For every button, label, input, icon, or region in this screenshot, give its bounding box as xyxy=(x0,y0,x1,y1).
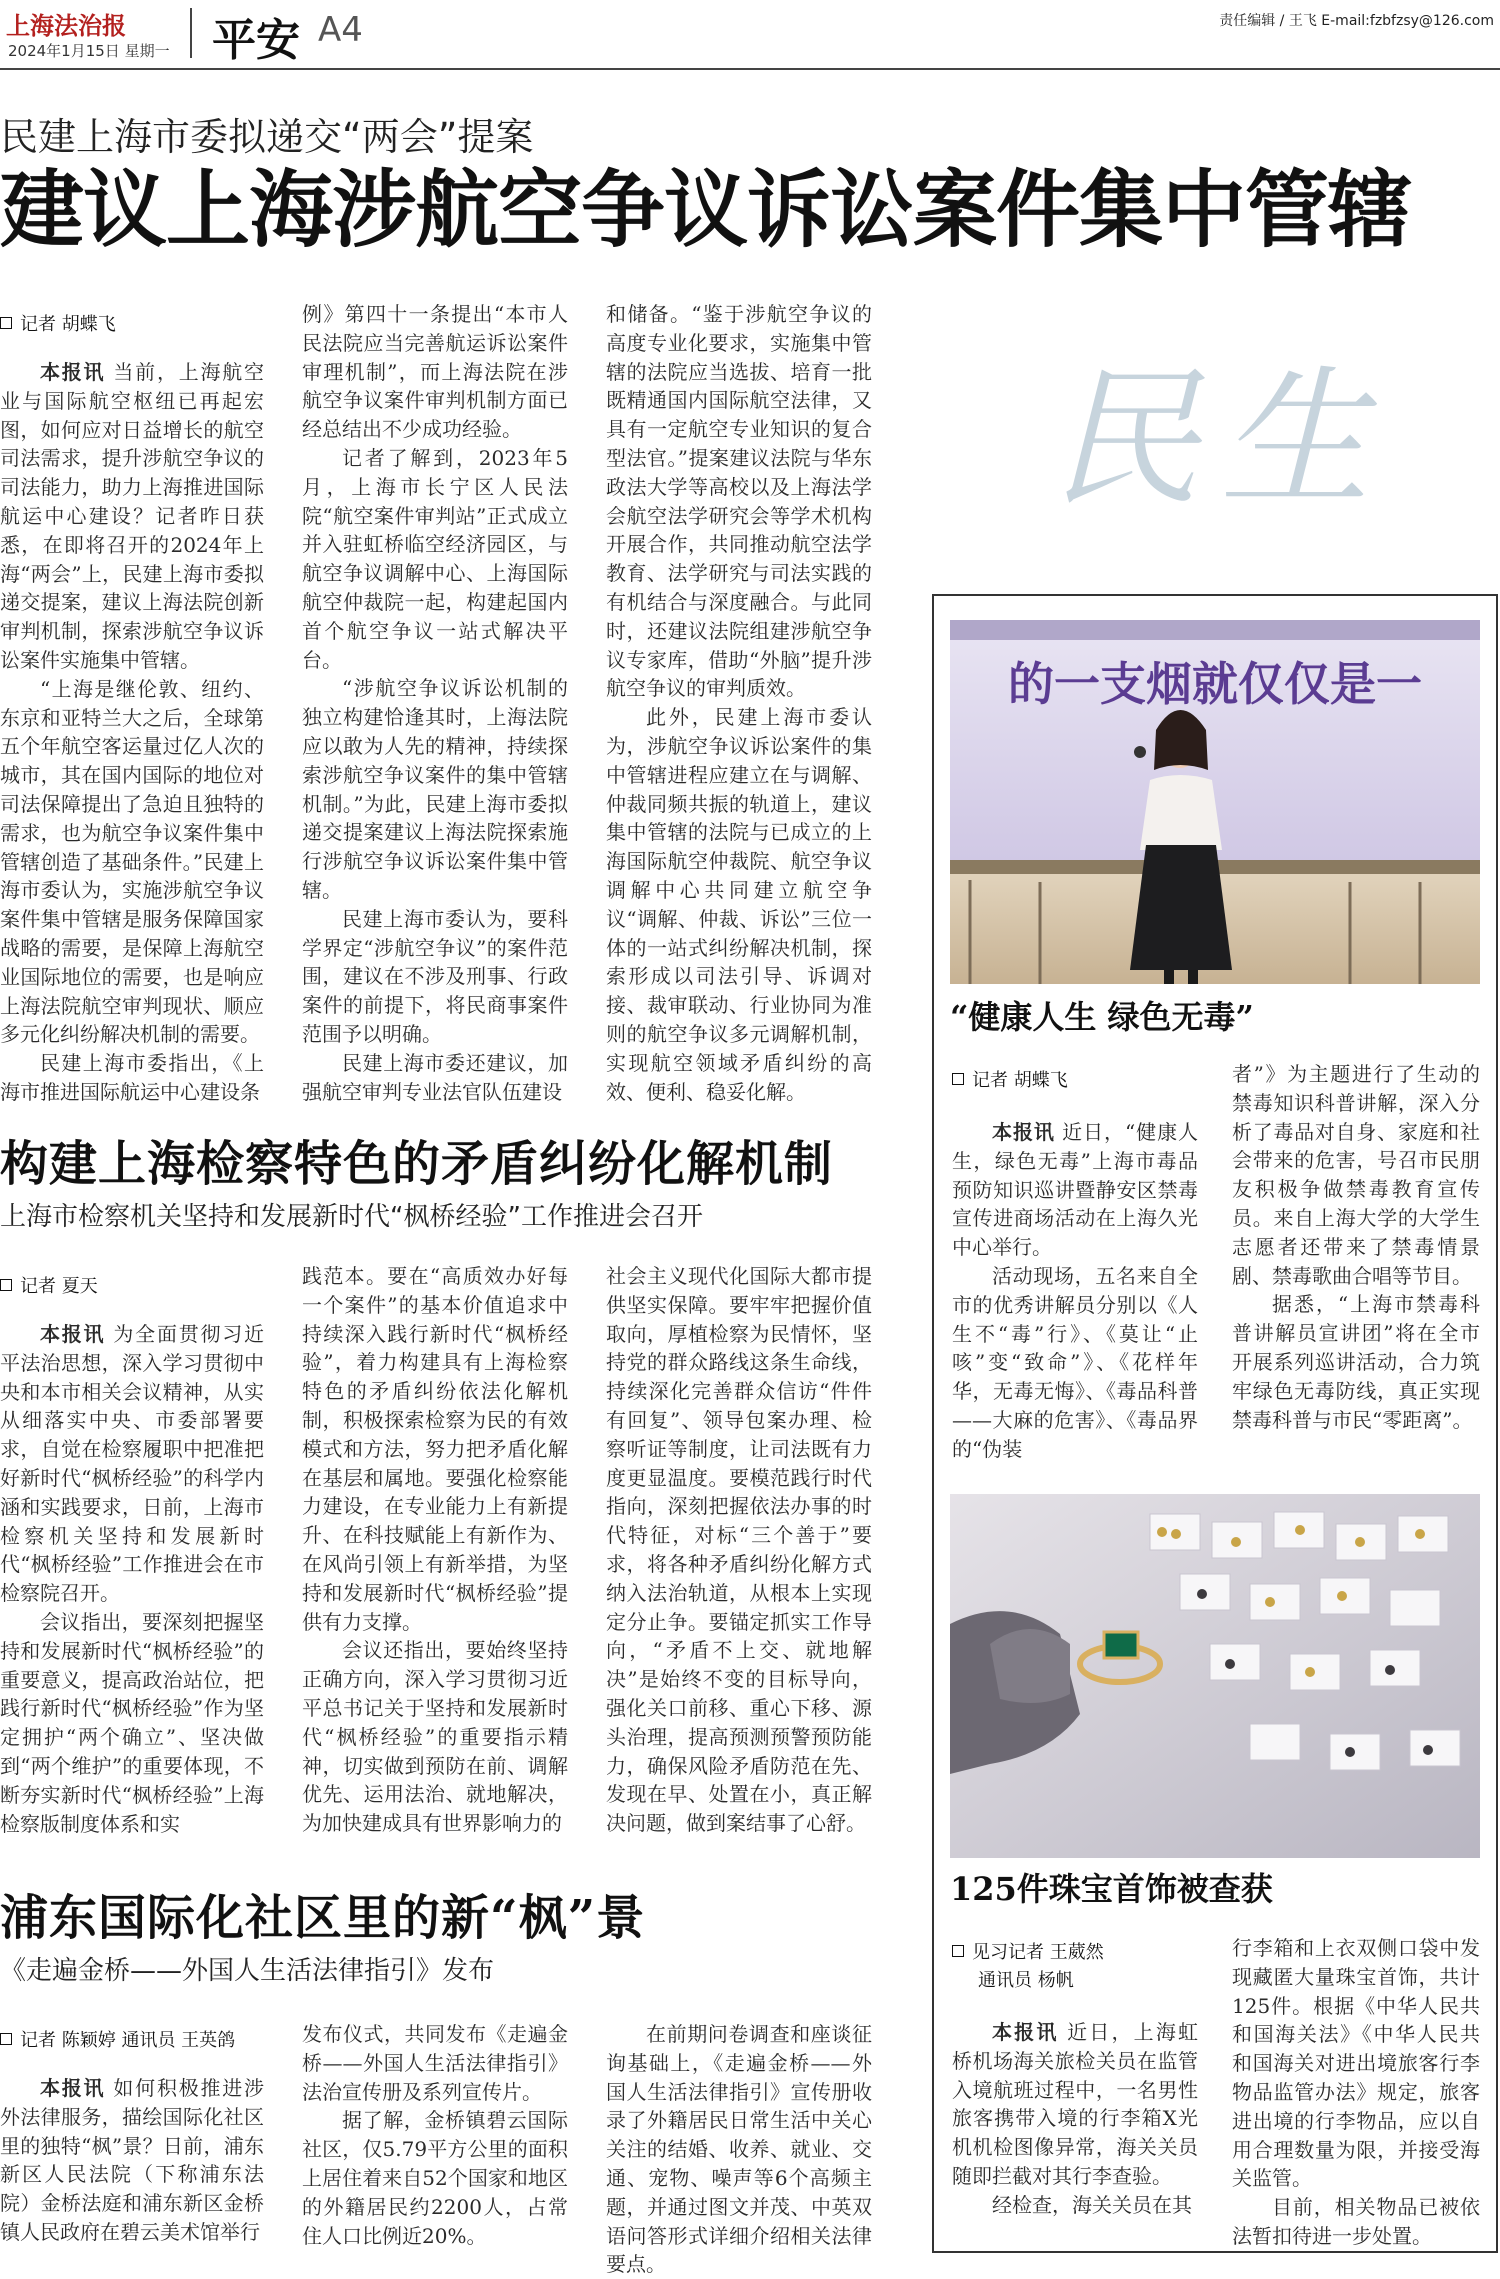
article2-column-1: 本报讯 为全面贯彻习近平法治思想，深入学习贯彻中央和本市相关会议精神，从实从细落实中央、市委部署要求，自觉在检察履职中把准把好新时代“枫桥经验”的科学内涵和实践要求，日前，上海市检察机关坚持和发展新时代“枫桥经验”工作推进会在市检察院召开。 会议指出，要深刻把握坚持和发展新时代“枫桥经验”的重要意义，提高政治站位，把践行新时代“枫桥经验”作为坚定拥护“两个确立”、坚决做到“两个维护”的重要体现，不断夯实新时代“枫桥经验”上海检察版制度体系和实 xyxy=(0,1322,265,1836)
editor-credit: 责任编辑 / 王飞 E-mail:fzbfzsy@126.com xyxy=(1219,13,1494,29)
section-title: 平安 xyxy=(212,15,300,66)
article2-byline: 记者 夏天 xyxy=(0,1272,98,1298)
section-watermark: 民生 xyxy=(1050,353,1391,527)
jewelry-scene-illustration xyxy=(950,1494,1480,1858)
seized-jewelry-photo xyxy=(950,1494,1480,1858)
article2-headline: 构建上海检察特色的矛盾纠纷化解机制 xyxy=(0,1136,834,1192)
byline-square-icon xyxy=(952,1073,964,1085)
article1-byline: 记者 胡蝶飞 xyxy=(0,310,116,336)
stage-banner-text: 的一支烟就仅仅是一 xyxy=(1008,657,1422,711)
newspaper-logo: 上海法治报 xyxy=(6,11,126,40)
story1-column-1: 本报讯 近日，“健康人生，绿色无毒”上海市毒品预防知识巡讲暨静安区禁毒宣传进商场活动在上海久光中心举行。 活动现场，五名来自全市的优秀讲解员分别以《人生不“毒”行》、《莫让“止咳”变“致命”》、《花样年华，无毒无悔》、《毒品科普——大麻的危害》、《毒品界的“伪装 xyxy=(952,1120,1199,1461)
article3-subhead: 《走遍金桥——外国人生活法律指引》发布 xyxy=(0,1956,495,1986)
page-number: A4 xyxy=(318,10,363,50)
masthead-rule xyxy=(0,68,1500,70)
article3-byline: 记者 陈颖婷 通讯员 王英鸽 xyxy=(0,2026,235,2052)
story1-caption: “健康人生 绿色无毒” xyxy=(950,998,1254,1036)
story1-byline: 记者 胡蝶飞 xyxy=(952,1066,1068,1092)
article2-column-3: 社会主义现代化国际大都市提供坚实保障。要牢牢把握价值取向，厚植检察为民情怀，坚持党的群众路线这条生命线，持续深化完善群众信访“件件有回复”、领导包案办理、检察听证等制度，让司法既有力度更显温度。要模范践行时代指向，深刻把握依法办事的时代特征，对标“三个善于”要求，将各种矛盾纠纷化解方式纳入法治轨道，从根本上实现定分止争。要锚定抓实工作导向，“矛盾不上交、就地解决”是始终不变的目标导向，强化关口前移、重心下移、源头治理，提高预测预警预防能力，确保风险矛盾防范在先、发现在早、处置在小，真正解决问题，做到案结事了心舒。 xyxy=(606,1264,872,1836)
article1-column-2: 例》第四十一条提出“本市人民法院应当完善航运诉讼案件审理机制”，而上海法院在涉航空争议案件审判机制方面已经总结出不少成功经验。 记者了解到，2023年5月，上海市长宁区人民法院“航空案件审判站”正式成立并入驻虹桥临空经济园区，与航空争议调解中心、上海国际航空仲裁院一起，构建起国内首个航空争议一站式解决平台。 “涉航空争议诉讼机制的独立构建恰逢其时，上海法院应以敢为人先的精神，持续探索涉航空争议案件的集中管辖机制。”为此，民建上海市委拟递交提案建议上海法院探索施行涉航空争议诉讼案件集中管辖。 民建上海市委认为，要科学界定“涉航空争议”的案件范围，建议在不涉及刑事、行政案件的前提下，将民商事案件范围予以明确。 民建上海市委还建议，加强航空审判专业法官队伍建设 xyxy=(302,302,568,1104)
lead-tag: 本报讯 xyxy=(40,2076,106,2100)
anti-drug-event-photo xyxy=(950,620,1480,984)
lead-tag: 本报讯 xyxy=(992,2020,1059,2044)
lead-tag: 本报讯 xyxy=(40,1322,106,1346)
byline-square-icon xyxy=(0,2033,12,2045)
story2-column-2: 行李箱和上衣双侧口袋中发现藏匿大量珠宝首饰，共计125件。根据《中华人民共和国海关法》《中华人民共和国海关对进出境旅客行李物品监管办法》规定，旅客进出境的行李物品，应以自用合理数量为限，并接受海关监管。 目前，相关物品已被依法暂扣待进一步处置。 xyxy=(1232,1936,1480,2248)
byline-square-icon xyxy=(0,317,12,329)
story2-column-1: 本报讯 近日，上海虹桥机场海关旅检关员在监管入境航班过程中，一名男性旅客携带入境的行李箱X光机机检图像异常，海关关员随即拦截对其行李查验。 经检查，海关关员在其 xyxy=(952,2020,1199,2217)
story2-byline-reporter: 见习记者 王葳然 xyxy=(952,1938,1104,1964)
article3-column-3: 在前期问卷调查和座谈征询基础上，《走遍金桥——外国人生活法律指引》宣传册收录了外籍居民日常生活中关心关注的结婚、收养、就业、交通、宠物、噪声等6个高频主题，并通过图文并茂、中英双语问答形式详细介绍相关法律要点。 xyxy=(606,2022,872,2277)
story2-byline-correspondent: 通讯员 杨帆 xyxy=(978,1970,1074,1991)
article2-subhead: 上海市检察机关坚持和发展新时代“枫桥经验”工作推进会召开 xyxy=(0,1202,703,1232)
article2-column-2: 践范本。要在“高质效办好每一个案件”的基本价值追求中持续深入践行新时代“枫桥经验”，着力构建具有上海检察特色的矛盾纠纷依法化解机制，积极探索检察为民的有效模式和方法，努力把矛盾化解在基层和属地。要强化检察能力建设，在专业能力上有新提升、在科技赋能上有新作为、在风尚引领上有新举措，为坚持和发展新时代“枫桥经验”提供有力支撑。 会议还指出，要始终坚持正确方向，深入学习贯彻习近平总书记关于坚持和发展新时代“枫桥经验”的重要指示精神，切实做到预防在前、调解优先、运用法治、就地解决，为加快建成具有世界影响力的 xyxy=(302,1264,568,1836)
byline-square-icon xyxy=(952,1945,964,1957)
article1-kicker: 民建上海市委拟递交“两会”提案 xyxy=(0,115,534,159)
story2-caption: 125件珠宝首饰被查获 xyxy=(950,1870,1273,1908)
article3-column-2: 发布仪式，共同发布《走遍金桥——外国人生活法律指引》法治宣传册及系列宣传片。 据了解，金桥镇碧云国际社区，仅5.79平方公里的面积上居住着来自52个国家和地区的外籍居民约2200人，占常住人口比例近20%。 xyxy=(302,2022,568,2248)
story1-column-2: 者”》为主题进行了生动的禁毒知识科普讲解，深入分析了毒品对自身、家庭和社会带来的危害，号召市民朋友积极争做禁毒教育宣传员。来自上海大学的大学生志愿者还带来了禁毒情景剧、禁毒歌曲合唱等节目。 据悉，“上海市禁毒科普讲解员宣讲团”将在全市开展系列巡讲活动，合力筑牢绿色无毒防线，真正实现禁毒科普与市民“零距离”。 xyxy=(1232,1062,1480,1432)
issue-date: 2024年1月15日 星期一 xyxy=(8,42,170,60)
masthead-divider xyxy=(190,8,192,58)
article3-headline: 浦东国际化社区里的新“枫”景 xyxy=(0,1890,646,1946)
article1-column-1: 本报讯 当前，上海航空业与国际航空枢纽已再起宏图，如何应对日益增长的航空司法需求，提升涉航空争议的司法能力，助力上海推进国际航运中心建设？记者昨日获悉，在即将召开的2024年上海“两会”上，民建上海市委拟递交提案，建议上海法院创新审判机制，探索涉航空争议诉讼案件实施集中管辖。 “上海是继伦敦、纽约、东京和亚特兰大之后，全球第五个年航空客运量过亿人次的城市，其在国内国际的地位对司法保障提出了急迫且独特的需求，也为航空争议案件集中管辖创造了基础条件。”民建上海市委认为，实施涉航空争议案件集中管辖是服务保障国家战略的需要，是保障上海航空业国际地位的需要，也是响应上海法院航空审判现状、顺应多元化纠纷解决机制的需要。 民建上海市委指出，《上海市推进国际航运中心建设条 xyxy=(0,360,265,1104)
byline-square-icon xyxy=(0,1279,12,1291)
lead-tag: 本报讯 xyxy=(992,1120,1055,1144)
article1-headline: 建议上海涉航空争议诉讼案件集中管辖 xyxy=(0,160,1412,259)
article3-column-1: 本报讯 如何积极推进涉外法律服务，描绘国际化社区里的独特“枫”景？日前，浦东新区人民法院（下称浦东法院）金桥法庭和浦东新区金桥镇人民政府在碧云美术馆举行 xyxy=(0,2076,265,2244)
lead-tag: 本报讯 xyxy=(40,360,106,384)
article1-column-3: 和储备。“鉴于涉航空争议的高度专业化要求，实施集中管辖的法院应当选拔、培育一批既精通国内国际航空法律，又具有一定航空专业知识的复合型法官。”提案建议法院与华东政法大学等高校以及上海法学会航空法学研究会等学术机构开展合作，共同推动航空法学教育、法学研究与司法实践的有机结合与深度融合。与此同时，还建议法院组建涉航空争议专家库，借助“外脑”提升涉航空争议的审判质效。 此外，民建上海市委认为，涉航空争议诉讼案件的集中管辖进程应建立在与调解、仲裁同频共振的轨道上，建议集中管辖的法院与已成立的上海国际航空仲裁院、航空争议调解中心共同建立航空争议“调解、仲裁、诉讼”三位一体的一站式纠纷解决机制，探索形成以司法引导、诉调对接、裁审联动、行业协同为准则的航空争议多元调解机制，实现航空领域矛盾纠纷的高效、便利、稳妥化解。 xyxy=(606,302,872,1104)
